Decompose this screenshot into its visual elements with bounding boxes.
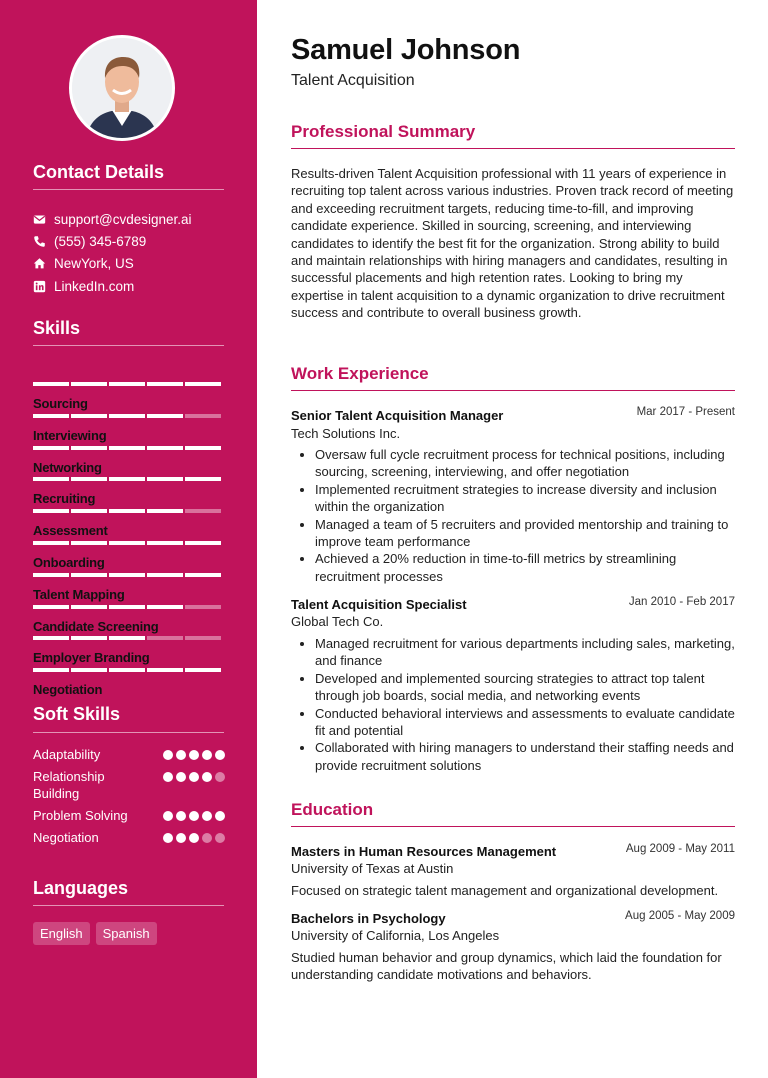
- skill-level-segment: [33, 382, 69, 386]
- skill-level-segment: [109, 636, 145, 640]
- skill-level-segment: [185, 446, 221, 450]
- experience-divider: [291, 390, 735, 391]
- phone-icon: [33, 235, 46, 248]
- skill-level-segment: [147, 668, 183, 672]
- education-dates: Aug 2009 - May 2011: [625, 843, 735, 855]
- rating-dot: [163, 833, 173, 843]
- skill-level-segment: [185, 636, 221, 640]
- contact-phone[interactable]: [33, 230, 233, 252]
- list-item: • Managed a team of 5 recruiters and provided mentorship and training to improve team performance: [315, 516, 735, 551]
- soft-skills-divider: [33, 732, 224, 733]
- soft-skill-item: [33, 807, 225, 824]
- contact-phone-text: (555) 345-6789: [54, 233, 147, 249]
- education-description: Focused on strategic talent management and organizational development.: [291, 883, 719, 898]
- soft-skill-rating: [163, 768, 225, 782]
- rating-dot: [176, 750, 186, 760]
- summary-text: Results-driven Talent Acquisition professional with 11 years of experience in recruiting top talent across various industries. Proven track record of meeting and exceeding recruitment targets, reducing time-to-fill, and improving candidate experience. Skilled in sourcing, screening, and interviewing candidates to identify the best fit for the organization. Strong ability to build and maintain relationships with hiring managers and candidates, resulting in successful placements and high retention rates. Looking to bring my expertise in talent acquisition to a dynamic organization to drive recruitment success and contribute to overall business growth.: [291, 166, 734, 321]
- rating-dot: [163, 750, 173, 760]
- skill-level-segment: [71, 668, 107, 672]
- skill-item: [33, 648, 223, 698]
- skill-level-segment: [147, 414, 183, 418]
- skill-level-segment: [185, 668, 221, 672]
- job-company: Tech Solutions Inc.: [291, 426, 401, 441]
- candidate-name: Samuel Johnson: [291, 34, 521, 66]
- rating-dot: [202, 750, 212, 760]
- education-degree: Masters in Human Resources Management: [291, 844, 557, 859]
- skill-level-segment: [33, 414, 69, 418]
- skill-level-bar: [33, 477, 221, 481]
- education-school: University of Texas at Austin: [291, 861, 454, 876]
- skill-level-segment: [109, 446, 145, 450]
- rating-dot: [176, 833, 186, 843]
- soft-skill-name: Problem Solving: [33, 808, 128, 823]
- soft-skill-name: Adaptability: [33, 747, 101, 762]
- skill-level-segment: [33, 668, 69, 672]
- skill-item: [33, 362, 223, 411]
- skill-level-segment: [147, 541, 183, 545]
- education-divider: [291, 826, 735, 827]
- rating-dot: [215, 772, 225, 782]
- skill-level-bar: [33, 414, 221, 418]
- skill-level-segment: [33, 573, 69, 577]
- rating-dot: [189, 811, 199, 821]
- skill-level-segment: [33, 636, 69, 640]
- skill-name: Candidate Screening: [33, 618, 159, 634]
- job-company: Global Tech Co.: [291, 614, 384, 629]
- rating-dot: [189, 772, 199, 782]
- skill-level-segment: [109, 414, 145, 418]
- skill-name: Talent Mapping: [33, 586, 125, 602]
- summary-divider: [291, 148, 735, 149]
- skill-level-segment: [109, 541, 145, 545]
- soft-skills-list: [33, 746, 225, 851]
- skill-level-segment: [71, 636, 107, 640]
- rating-dot: [163, 811, 173, 821]
- soft-skill-item: [33, 768, 225, 802]
- skill-item: [33, 616, 223, 666]
- skill-level-segment: [71, 605, 107, 609]
- skill-level-segment: [71, 477, 107, 481]
- summary-section-title: Professional Summary: [291, 122, 476, 141]
- skill-level-segment: [71, 446, 107, 450]
- home-icon: [33, 257, 46, 270]
- soft-skill-rating: [163, 807, 225, 821]
- skill-name: Networking: [33, 459, 102, 475]
- skill-level-segment: [109, 668, 145, 672]
- skill-name: Employer Branding: [33, 650, 150, 666]
- languages-list: [33, 922, 157, 945]
- contact-list: [33, 208, 233, 297]
- skill-item: [33, 585, 223, 634]
- skill-level-segment: [33, 541, 69, 545]
- envelope-icon: [33, 213, 46, 226]
- skill-level-segment: [185, 605, 221, 609]
- list-item: • Oversaw full cycle recruitment process for technical positions, including sourcing, screening, interviewing, and offer negotiation: [315, 446, 735, 481]
- rating-dot: [176, 772, 186, 782]
- skill-level-segment: [71, 509, 107, 513]
- skill-level-bar: [33, 382, 221, 386]
- skill-level-segment: [147, 382, 183, 386]
- skill-level-segment: [185, 414, 221, 418]
- soft-skill-name: Relationship Building: [33, 769, 105, 801]
- skill-item: [33, 457, 223, 507]
- skill-level-segment: [109, 382, 145, 386]
- linkedin-icon: [33, 280, 46, 293]
- skill-level-segment: [33, 446, 69, 450]
- soft-skill-name: Negotiation: [33, 830, 99, 845]
- job-role: Senior Talent Acquisition Manager: [291, 408, 504, 423]
- skill-level-segment: [71, 382, 107, 386]
- skill-level-segment: [185, 382, 221, 386]
- skill-level-segment: [147, 446, 183, 450]
- skill-name: Negotiation: [33, 682, 103, 698]
- skill-level-segment: [71, 541, 107, 545]
- list-item: • Managed recruitment for various departments including sales, marketing, and finance: [315, 635, 735, 670]
- contact-linkedin[interactable]: [33, 275, 233, 297]
- education-degree: Bachelors in Psychology: [291, 911, 446, 926]
- soft-skill-rating: [163, 829, 225, 843]
- skill-level-segment: [109, 477, 145, 481]
- skill-level-segment: [33, 605, 69, 609]
- rating-dot: [215, 811, 225, 821]
- skill-level-bar: [33, 509, 221, 513]
- skill-item: [33, 489, 223, 539]
- job-bullets: [315, 635, 735, 774]
- soft-skills-section-title: Soft Skills: [33, 704, 121, 724]
- rating-dot: [163, 772, 173, 782]
- skill-level-segment: [185, 509, 221, 513]
- skill-level-segment: [147, 636, 183, 640]
- skill-level-segment: [71, 573, 107, 577]
- education-dates: Aug 2005 - May 2009: [625, 910, 735, 922]
- skill-level-bar: [33, 605, 221, 609]
- skill-item: [33, 394, 223, 443]
- contact-email-text: support@cvdesigner.ai: [54, 211, 192, 227]
- rating-dot: [189, 833, 199, 843]
- soft-skill-item: [33, 746, 225, 763]
- job-bullets: [315, 446, 735, 585]
- skill-level-segment: [147, 573, 183, 577]
- list-item: • Collaborated with hiring managers to understand their staffing needs and provide recruitment solutions: [315, 739, 735, 774]
- contact-location: [33, 253, 233, 275]
- rating-dot: [215, 750, 225, 760]
- list-item: • Achieved a 20% reduction in time-to-fill metrics by streamlining recruitment processes: [315, 550, 735, 585]
- skill-name: Sourcing: [33, 396, 88, 411]
- skills-divider: [33, 345, 224, 346]
- skills-list: [33, 362, 223, 698]
- candidate-title: Talent Acquisition: [291, 72, 415, 89]
- skill-level-segment: [109, 509, 145, 513]
- skill-level-segment: [109, 573, 145, 577]
- job-dates: Jan 2010 - Feb 2017: [628, 596, 735, 608]
- skill-item: [33, 553, 223, 602]
- rating-dot: [215, 833, 225, 843]
- skill-level-bar: [33, 668, 221, 672]
- rating-dot: [189, 750, 199, 760]
- soft-skill-rating: [163, 746, 225, 760]
- education-school: University of California, Los Angeles: [291, 928, 500, 943]
- list-item: • Implemented recruitment strategies to increase diversity and inclusion within the organization: [315, 481, 735, 516]
- job-dates: Mar 2017 - Present: [636, 406, 735, 418]
- sidebar: [0, 0, 257, 1078]
- skill-level-segment: [33, 509, 69, 513]
- skill-level-bar: [33, 573, 221, 577]
- education-section-title: Education: [291, 800, 374, 819]
- skill-name: Onboarding: [33, 554, 105, 570]
- skill-level-segment: [33, 477, 69, 481]
- job-role: Talent Acquisition Specialist: [291, 597, 467, 612]
- skill-level-segment: [71, 414, 107, 418]
- skill-name: Interviewing: [33, 427, 107, 443]
- rating-dot: [202, 811, 212, 821]
- language-chip: Spanish: [96, 922, 157, 945]
- skill-item: [33, 426, 223, 475]
- language-chip: English: [33, 922, 90, 945]
- skill-level-segment: [147, 477, 183, 481]
- skill-level-segment: [185, 541, 221, 545]
- skill-item: [33, 521, 223, 570]
- education-description: Studied human behavior and group dynamics, which laid the foundation for understanding candidate motivations and behaviors.: [291, 950, 722, 983]
- list-item: • Conducted behavioral interviews and assessments to evaluate candidate fit and potential: [315, 705, 735, 740]
- skill-level-segment: [185, 477, 221, 481]
- skill-level-segment: [109, 605, 145, 609]
- languages-section-title: Languages: [33, 878, 129, 898]
- experience-section-title: Work Experience: [291, 364, 429, 383]
- skill-level-bar: [33, 636, 221, 640]
- rating-dot: [202, 833, 212, 843]
- skill-level-segment: [147, 605, 183, 609]
- list-item: • Developed and implemented sourcing strategies to attract top talent through job boards, social media, and networking events: [315, 670, 735, 705]
- soft-skill-item: [33, 829, 225, 846]
- contact-email[interactable]: [33, 208, 233, 230]
- skills-section-title: Skills: [33, 318, 81, 338]
- rating-dot: [176, 811, 186, 821]
- skill-level-bar: [33, 541, 221, 545]
- languages-divider: [33, 905, 224, 906]
- skill-name: Assessment: [33, 523, 108, 539]
- contact-divider: [33, 189, 224, 190]
- person-avatar-icon: [72, 38, 172, 138]
- contact-location-text: NewYork, US: [54, 256, 134, 272]
- contact-linkedin-text: LinkedIn.com: [54, 278, 135, 294]
- skill-level-bar: [33, 446, 221, 450]
- profile-photo: [69, 35, 175, 141]
- contact-section-title: Contact Details: [33, 162, 165, 182]
- skill-name: Recruiting: [33, 491, 96, 507]
- skill-level-segment: [185, 573, 221, 577]
- rating-dot: [202, 772, 212, 782]
- skill-level-segment: [147, 509, 183, 513]
